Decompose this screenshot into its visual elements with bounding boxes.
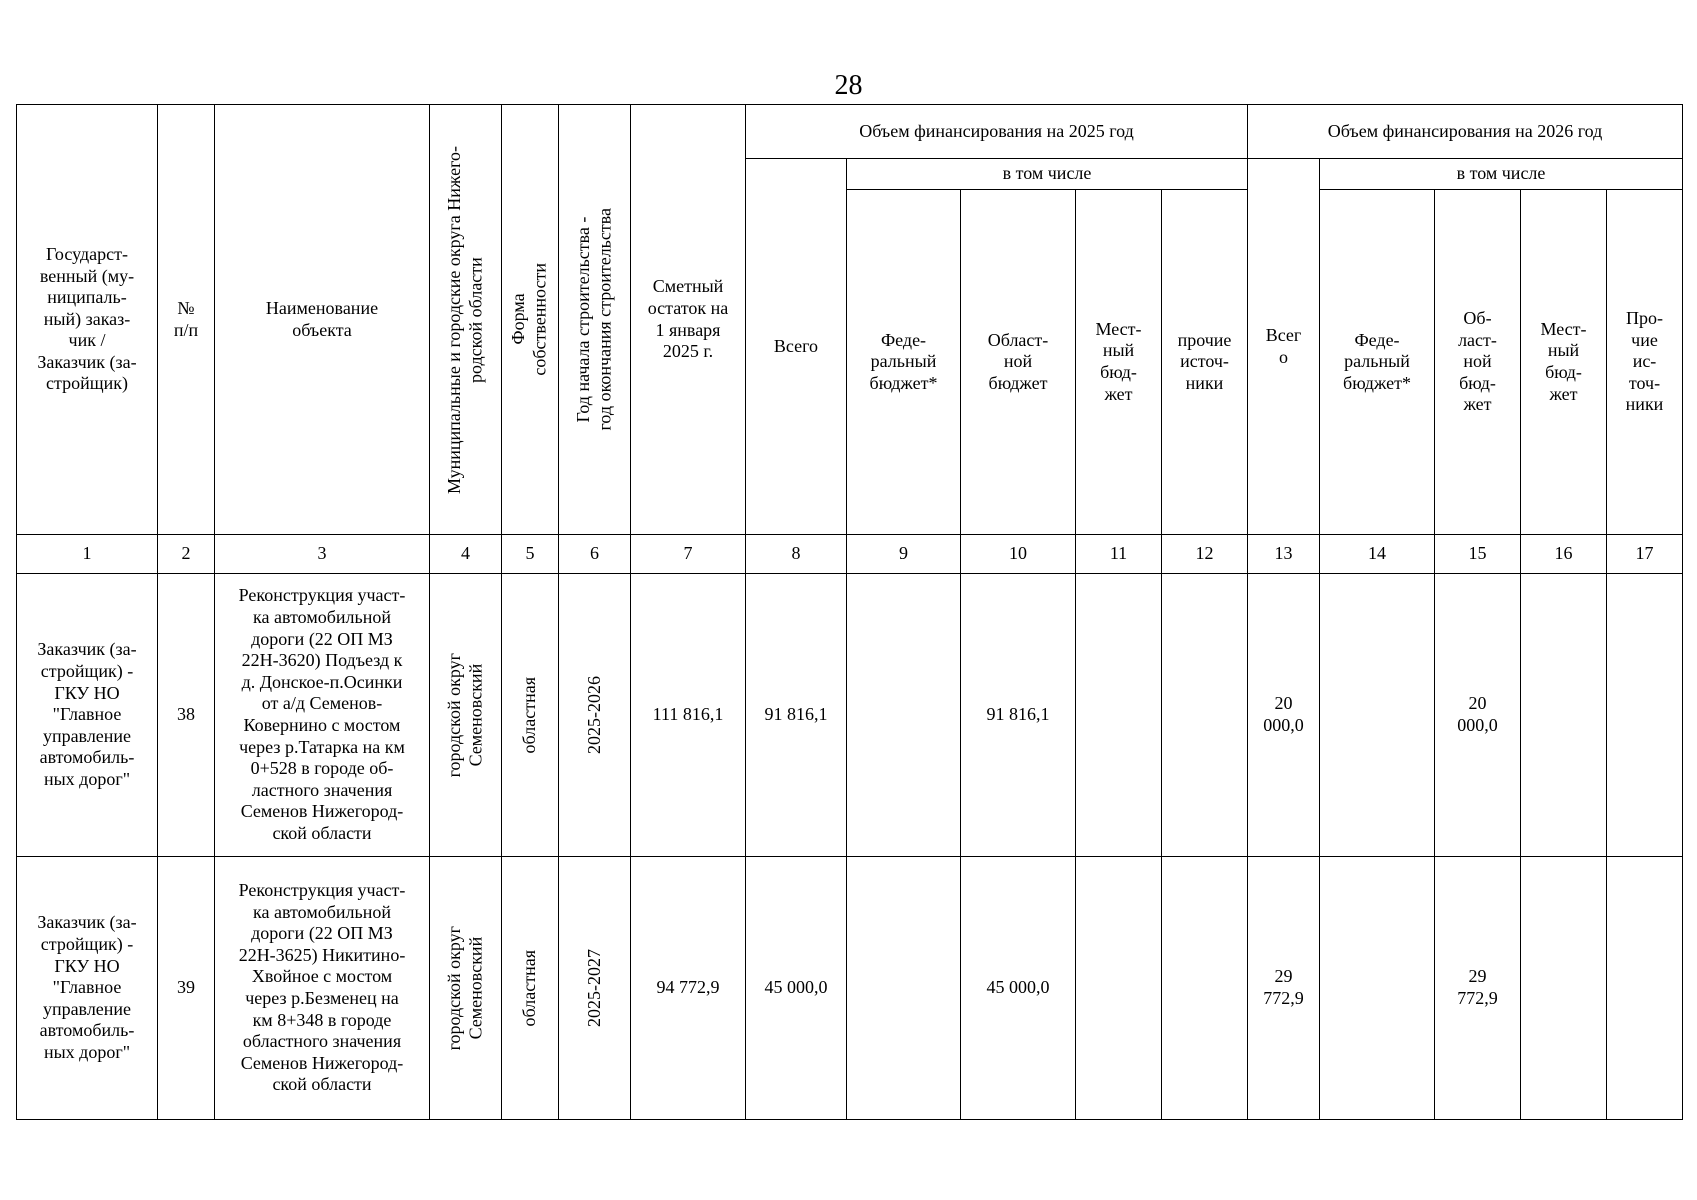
row-years-cell: [559, 857, 631, 1120]
row-customer: Заказчик (за- стройщик) - ГКУ НО "Главное управление автомобиль- ных дорог": [17, 857, 158, 1120]
header-local-2026: Мест- ный бюд- жет: [1521, 190, 1607, 535]
header-regional-2026: Об- ласт- ной бюд- жет: [1435, 190, 1521, 535]
column-number: 17: [1607, 535, 1683, 574]
header-years-cell: [559, 105, 631, 535]
row-municipality-cell: [430, 574, 502, 857]
header-funding-2025: Объем финансирования на 2025 год: [746, 105, 1248, 159]
row-years-cell: [559, 574, 631, 857]
header-funding-2026: Объем финансирования на 2026 год: [1248, 105, 1683, 159]
row-municipality: городской округ Семеновский: [443, 925, 486, 1051]
header-years: Год начала строительства - год окончания строительства: [572, 208, 615, 431]
row-object-name: Реконструкция участ- ка автомобильной дороги (22 ОП МЗ 22Н-3625) Никитино- Хвойное с мостом через р.Безменец на км 8+348 в городе областного значения Семенов Нижегород- ской области: [215, 857, 430, 1120]
column-number: 11: [1076, 535, 1162, 574]
column-number: 12: [1162, 535, 1248, 574]
row-regional-2025: 91 816,1: [961, 574, 1076, 857]
table-row: [17, 574, 1683, 857]
row-local-2025: [1076, 857, 1162, 1120]
row-federal-2025: [847, 857, 961, 1120]
row-years: 2025-2026: [583, 676, 604, 754]
row-federal-2026: [1320, 857, 1435, 1120]
row-federal-2026: [1320, 574, 1435, 857]
row-years: 2025-2027: [583, 949, 604, 1027]
header-municipality: Муниципальные и городские округа Нижего- родской области: [443, 145, 486, 494]
column-number: 4: [430, 535, 502, 574]
row-ownership: областная: [519, 676, 540, 754]
row-object-name: Реконструкция участ- ка автомобильной дороги (22 ОП МЗ 22Н-3620) Подъезд к д. Донское-п.Осинки от а/д Семенов- Ковернино с мостом через р.Татарка на км 0+528 в городе об- ластного значения Семенов Нижегород- ской области: [215, 574, 430, 857]
header-other-2025: прочие источ- ники: [1162, 190, 1248, 535]
table-row: [17, 857, 1683, 1120]
row-municipality-cell: [430, 857, 502, 1120]
header-object-name: Наименование объекта: [215, 105, 430, 535]
header-total-2026: Всег о: [1248, 159, 1320, 535]
header-customer: Государст- венный (му- ниципаль- ный) заказ- чик / Заказчик (за- стройщик): [17, 105, 158, 535]
column-number: 3: [215, 535, 430, 574]
column-number: 16: [1521, 535, 1607, 574]
header-federal-2026: Феде- ральный бюджет*: [1320, 190, 1435, 535]
header-federal-2025: Феде- ральный бюджет*: [847, 190, 961, 535]
row-federal-2025: [847, 574, 961, 857]
row-ownership-cell: [502, 857, 559, 1120]
row-total-2025: 45 000,0: [746, 857, 847, 1120]
header-regional-2025: Област- ной бюджет: [961, 190, 1076, 535]
column-number: 13: [1248, 535, 1320, 574]
row-local-2026: [1521, 574, 1607, 857]
column-number: 9: [847, 535, 961, 574]
column-number: 2: [158, 535, 215, 574]
column-number: 7: [631, 535, 746, 574]
header-other-2026: Про- чие ис- точ- ники: [1607, 190, 1683, 535]
header-ownership: Форма собственности: [508, 263, 550, 376]
row-ownership-cell: [502, 574, 559, 857]
row-municipality: городской округ Семеновский: [443, 652, 486, 778]
row-ownership: областная: [519, 949, 540, 1027]
header-including-2025: в том числе: [847, 159, 1248, 190]
column-number-row: [17, 535, 1683, 574]
header-row-1: [17, 105, 1683, 159]
investment-program-table: [16, 104, 1683, 1120]
row-local-2025: [1076, 574, 1162, 857]
column-number: 10: [961, 535, 1076, 574]
page-number: 28: [834, 70, 863, 101]
row-total-2026: 20 000,0: [1248, 574, 1320, 857]
column-number: 14: [1320, 535, 1435, 574]
row-estimate: 111 816,1: [631, 574, 746, 857]
column-number: 1: [17, 535, 158, 574]
row-total-2025: 91 816,1: [746, 574, 847, 857]
row-local-2026: [1521, 857, 1607, 1120]
row-other-2026: [1607, 574, 1683, 857]
column-number: 8: [746, 535, 847, 574]
row-regional-2026: 29 772,9: [1435, 857, 1521, 1120]
row-customer: Заказчик (за- стройщик) - ГКУ НО "Главное управление автомобиль- ных дорог": [17, 574, 158, 857]
header-local-2025: Мест- ный бюд- жет: [1076, 190, 1162, 535]
row-estimate: 94 772,9: [631, 857, 746, 1120]
header-estimate: Сметный остаток на 1 января 2025 г.: [631, 105, 746, 535]
column-number: 5: [502, 535, 559, 574]
row-other-2026: [1607, 857, 1683, 1120]
header-including-2026: в том числе: [1320, 159, 1683, 190]
row-regional-2026: 20 000,0: [1435, 574, 1521, 857]
column-number: 6: [559, 535, 631, 574]
row-number: 39: [158, 857, 215, 1120]
header-total-2025: Всего: [746, 159, 847, 535]
row-total-2026: 29 772,9: [1248, 857, 1320, 1120]
header-municipality-cell: [430, 105, 502, 535]
row-number: 38: [158, 574, 215, 857]
row-regional-2025: 45 000,0: [961, 857, 1076, 1120]
header-ownership-cell: [502, 105, 559, 535]
row-other-2025: [1162, 574, 1248, 857]
header-number: № п/п: [158, 105, 215, 535]
row-other-2025: [1162, 857, 1248, 1120]
column-number: 15: [1435, 535, 1521, 574]
